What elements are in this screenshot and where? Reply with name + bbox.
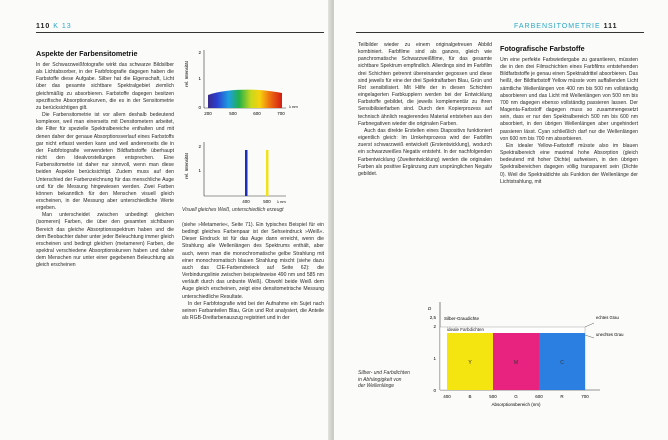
chart3-ytick: 1 [433,356,436,361]
true-grey-label: echtes Grau [596,315,619,320]
chart3-ytick: 0 [433,388,436,393]
paragraph: In der Farbfotografie wird bei der Aufnahme ein Sujet nach seinen Farbanteilen Blau, Grün und Rot analysiert, die Anteile als RGB-Dreifarbenauszug registriert und in der [182,300,324,322]
chart3-xtick: 400 [443,394,451,399]
dye-chart-caption: Silber- und Farbdichten in Abhängigkeit von der Wellenlänge [358,370,410,389]
chart1-xlabel: λ nm [289,104,298,109]
chart3-xtick: 600 [535,394,543,399]
paragraph: Auch das direkte Erstellen eines Diapositivs funktioniert eigentlich gleich: Im Umkehrprozess wird der Farbfilm zuerst schwarzweiß entwickelt (Erstentwicklung), wodurch ein schwarzweißes Negativ entsteht. In der nachfolgenden Farbentwicklung (Zweitentwicklung) werden die originalen Farben als positive Ergänzung zum ursprünglichen Negativ gebildet. [358,127,492,177]
chart3-ytick: 2 [433,324,436,329]
chart3-xtick: B [468,394,472,399]
paragraph: Um eine perfekte Farbwiedergabe zu garantieren, müssten die in den drei Filmschichten eines Farbfilms entstehenden Bildfarbstoffe je genau einen Spektraldrittel absorbieren. Das heißt, der Bildfarbstoff Yellow müsste vom auffallenden Licht sämtliche Wellenlängen von 400 nm bis 500 nm vollständig absorbieren und das Licht mit Wellenlängen von 500 nm bis 700 nm dagegen ebenso vollständig passieren lassen. Der Magenta-Farbstoff dagegen muss so zusammengesetzt sein, dass er nur den Spektralbereich 500 nm bis 600 nm absorbiert, in den übrigen Wellenlängen aber ungehindert passieren lässt. Cyan schließlich darf nur die Wellenlängen von 600 nm bis 700 nm absorbieren. [500,57,638,142]
running-title: FARBENSITOMETRIE [514,23,601,30]
page-number-left: 110 [36,23,51,30]
section-title: Aspekte der Farbensitometrie [36,49,138,58]
bar-letter-yellow: Y [468,360,472,366]
chart1-ytick: 0 [198,105,201,110]
paragraph: In der Schwarzweißfotografie wirkt das schwarze Bildsilber als Lichtabsorber, in der Farbfotografie dagegen haben die Farbstoffe diese Aufgabe. Silber hat die Eigenschaft, Licht über das gesamte sichtbare Spektralgebiet ziemlich gleichmäßig zu absorbieren. Farbstoffe dagegen besitzen spezifische Absorptionskurven, die es in der Sensitometrie zu berücksichtigen gilt. [36,62,174,111]
right-column-1 [358,42,492,178]
false-grey-label: unechtes Grau [596,332,624,337]
blue-line [245,150,248,196]
right-page-header [514,23,618,31]
chart1-xtick: 700 [277,111,285,116]
spectrum-chart-lines [182,138,294,206]
spectrum-chart-continuous [182,46,298,120]
chart1-xtick: 500 [229,111,237,116]
chart2-xtick: 500 [263,199,271,204]
chart2-ytick: 2 [198,144,201,149]
left-column-1 [36,49,174,270]
chart1-xtick: 600 [253,111,261,116]
chart3-ylabel: D [428,306,432,311]
bar-letter-cyan: C [560,360,564,366]
paragraph: Man unterscheidet zwischen unbedingt gleichen (isomeren) Farben, die über den gesamten sichtbaren Bereich das gleiche Absorptionsspektrum haben und die dem Beobachter daher unter jeder Beleuchtung immer gleich erscheinen und bedingt gleichen (metameren) Farben, die spektral verschiedene Absorptionskurven haben und daher dem Menschen nur unter einer gegebenen Beleuchtung als gleich erscheinen [36,212,174,269]
ideal-density-label: ideale Farbdichten [447,327,485,332]
chart1-xtick: 200 [204,111,212,116]
chart3-xtick: G [514,394,518,399]
silver-density-label: Silber-Graudichte [444,316,480,321]
left-page [0,0,331,440]
paragraph: Die Farbensitometrie ist vor allem deshalb bedeutend komplexer, weil man einerseits mit Densitometern arbeitet, die Filter für spezielle Spektralbereiche enthalten und mit denen daher der genaue Absorptionsverlauf eines Farbstoffs gar nicht erfasst werden kann und weil andererseits die in der Farbfotografie verwendeten Bildfarbstoffe überhaupt nicht den Idealvorstellungen entsprechen. Eine Farbensitometrie ist daher nur sinnvoll, wenn man diese beiden Aspekte berücksichtigt. Zudem muss auf den Unterschied der Farbenzeichnung für das menschliche Auge und für die Messung hingewiesen werden. Zwei Farben können bekanntlich für den Menschen visuell gleich erscheinen, in der Messung aber unterschiedliche Werte ergeben. [36,112,174,212]
paragraph: Ein idealer Yellow-Farbstoff müsste also im blauen Spektralbereich eine maximal hohe Absorption (gleich bedeutend mit hoher Dichte) aufweisen, in den übrigen Spektralbereichen dagegen völlig transparent sein (Dichte 0). Weil die Spektraldichte als Funktion der Wellenlänge der Lichtstrahlung, mit [500,142,638,185]
chapter-marker: K 13 [53,23,72,30]
left-column-2 [182,222,324,322]
bar-letter-magenta: M [513,360,519,366]
chart3-ytick: 2,5 [429,315,436,320]
paragraph: (siehe »Metamerie«, Seite 71). Ein typisches Beispiel für ein bedingt gleiches Farbenpaar ist der Sehseindruck »Weiß«. Dieser Eindruck ist für das Auge dann erreicht, wenn die Strahlung alle Wellenlängen des Spektrums enthält, aber auch, wenn man die monochromatische gelbe Strahlung mit einer monochromatisch blauen Strahlung mischt (siehe dazu auch das CIE-Farbendreieck auf Seite 62): die Verbindungslinie zwischen beispielsweise 490 nm und 585 nm verläuft durch das unbunte Weiß). Obwohl beide Weiß dem Auge gleich erscheinen, zeigt eine densitometrische Messung unterschiedliche Resultate. [182,222,324,300]
chart3-xtick: 700 [581,394,589,399]
chart2-ylabel: rel. Intensität [184,153,189,179]
left-page-header [36,23,72,31]
figure-caption: Visuell gleiches Weiß, unterschiedlich erzeugt [182,207,284,213]
chart1-ytick: 2 [198,50,201,55]
header-rule-left [36,32,324,33]
chart1-ylabel: rel. Intensität [184,61,189,87]
page-number-right: 111 [603,23,618,30]
chart2-xlabel: λ nm [277,199,286,204]
chart3-xtick: 500 [489,394,497,399]
chart3-xtick: R [560,394,564,399]
header-rule-right [356,32,644,33]
dye-density-chart [420,288,640,422]
right-page [334,0,668,440]
yellow-line [266,150,269,196]
spectrum-area [208,90,282,108]
chart2-xtick: 400 [242,199,250,204]
chart1-ytick: 1 [198,76,201,81]
section-heading: Fotografische Farbstoffe [500,44,585,53]
chart2-ytick: 1 [198,168,201,173]
paragraph: Teilbilder wieder zu einem originalgetreuen Abbild kombiniert. Farbfilme sind als ganzes, gleich wie panchromatische Schwarzweißfilme, für das gesamte sichtbare Spektrum empfindlich. Allerdings sind im Farbfilm drei Schichten getrennt übereinander gegossen und diese sind jeweils für eine der drei Spektralfarben Blau, Grün und Rot sensibilisiert. Mit Hilfe der in diesen Schichten eingelagerten Farbkupplern werden bei der Entwicklung Farbstoffe gebildet, die jeweils komplementär zu ihren Sensibilisierfarben sind. Durch den Kopierprozess auf technisch ähnlich reagierendes Material entstehen aus den Farbnegativen wieder die originalen Farben. [358,42,492,127]
chart3-xlabel: Absorptionsbereich (nm) [491,402,541,407]
right-column-2 [500,44,638,186]
